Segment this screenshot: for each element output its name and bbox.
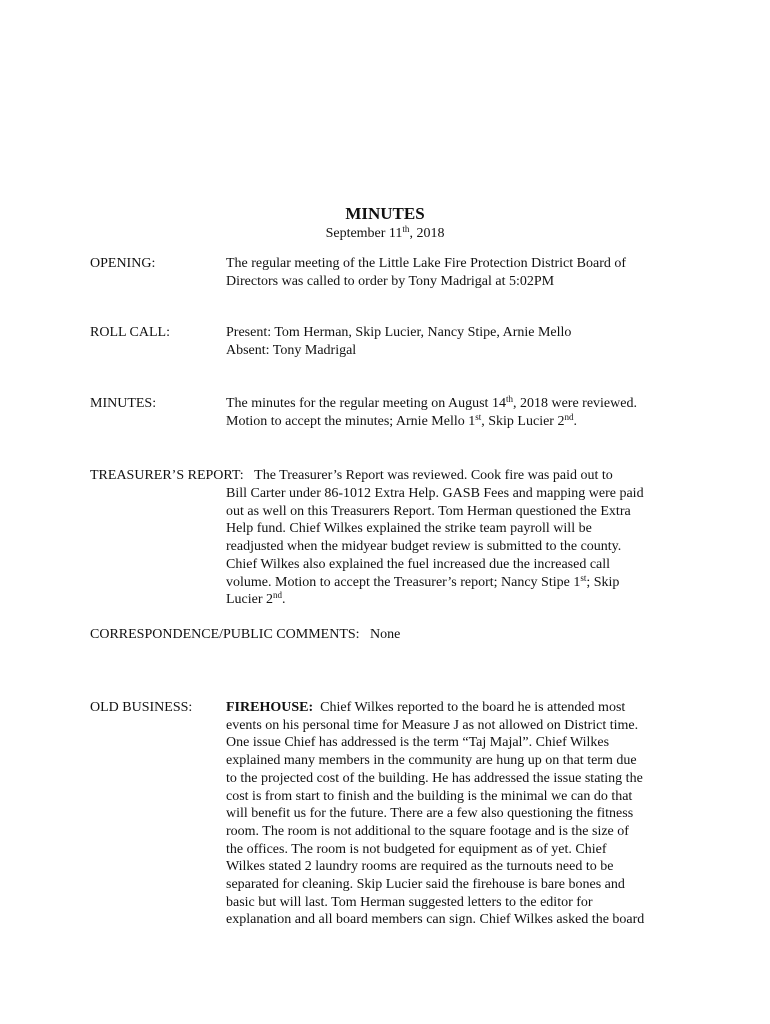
treasurer-report-label: TREASURER’S REPORT: <box>90 468 244 483</box>
old-business-line: the offices. The room is not budgeted for equipment as of yet. Chief <box>226 841 607 857</box>
old-business-line: events on his personal time for Measure J as not allowed on District time. <box>226 717 639 733</box>
document-title: MINUTES <box>345 204 425 223</box>
meeting-date: September 11th, 2018 <box>325 224 445 241</box>
opening-label: OPENING: <box>90 256 156 271</box>
correspondence-value: None <box>370 627 401 642</box>
opening-text <box>226 255 688 290</box>
minutes-label: MINUTES: <box>90 396 157 411</box>
treasurer-line: Bill Carter under 86-1012 Extra Help. GASB Fees and mapping were paid <box>226 486 644 501</box>
old-business-line: basic but will last. Tom Herman suggested letters to the editor for <box>226 894 593 910</box>
roll-call-present: Present: Tom Herman, Skip Lucier, Nancy Stipe, Arnie Mello <box>226 325 572 340</box>
old-business-line: explanation and all board members can sign. Chief Wilkes asked the board <box>226 912 645 928</box>
roll-call-absent: Absent: Tony Madrigal <box>226 342 357 358</box>
treasurer-line: Help fund. Chief Wilkes explained the strike team payroll will be <box>226 521 592 537</box>
treasurer-report-line <box>90 467 613 485</box>
treasurer-line: out as well on this Treasurers Report. Tom Herman questioned the Extra <box>226 503 631 519</box>
old-business-line: FIREHOUSE: Chief Wilkes reported to the board he is attended most <box>226 700 626 715</box>
old-business-label: OLD BUSINESS: <box>90 700 193 715</box>
old-business-line: explained many members in the community are hung up on that term due <box>226 753 637 769</box>
roll-call-text <box>226 324 688 359</box>
correspondence-label: CORRESPONDENCE/PUBLIC COMMENTS: <box>90 627 360 642</box>
treasurer-line: Lucier 2nd. <box>226 590 286 608</box>
opening-line: The regular meeting of the Little Lake Fire Protection District Board of <box>226 256 627 271</box>
minutes-text <box>226 395 688 430</box>
opening-line: Directors was called to order by Tony Madrigal at 5:02PM <box>226 273 555 289</box>
old-business-line: will benefit us for the future. There are a few also questioning the fitness <box>226 806 634 822</box>
minutes-line: The minutes for the regular meeting on August 14th, 2018 were reviewed. <box>226 394 637 411</box>
treasurer-report-text <box>226 485 688 609</box>
old-business-line: room. The room is not additional to the square footage and is the size of <box>226 823 629 839</box>
old-business-line: Wilkes stated 2 laundry rooms are required as the turnouts need to be <box>226 859 614 875</box>
roll-call-label: ROLL CALL: <box>90 325 170 340</box>
old-business-line: cost is from start to finish and the building is the minimal we can do that <box>226 788 633 804</box>
treasurer-line: volume. Motion to accept the Treasurer’s report; Nancy Stipe 1st; Skip <box>226 572 620 590</box>
firehouse-heading: FIREHOUSE: <box>226 700 314 715</box>
treasurer-first-line: The Treasurer’s Report was reviewed. Cook fire was paid out to <box>254 468 613 483</box>
treasurer-line: Chief Wilkes also explained the fuel increased due the increased call <box>226 556 611 572</box>
old-business-line: to the projected cost of the building. He has addressed the issue stating the <box>226 770 643 786</box>
old-business-text <box>226 699 688 929</box>
treasurer-line: readjusted when the midyear budget review is submitted to the county. <box>226 539 622 555</box>
correspondence-line <box>90 626 400 644</box>
old-business-line: One issue Chief has addressed is the term “Taj Majal”. Chief Wilkes <box>226 735 610 751</box>
old-business-line: separated for cleaning. Skip Lucier said the firehouse is bare bones and <box>226 877 625 893</box>
minutes-line: Motion to accept the minutes; Arnie Mello 1st, Skip Lucier 2nd. <box>226 411 577 429</box>
